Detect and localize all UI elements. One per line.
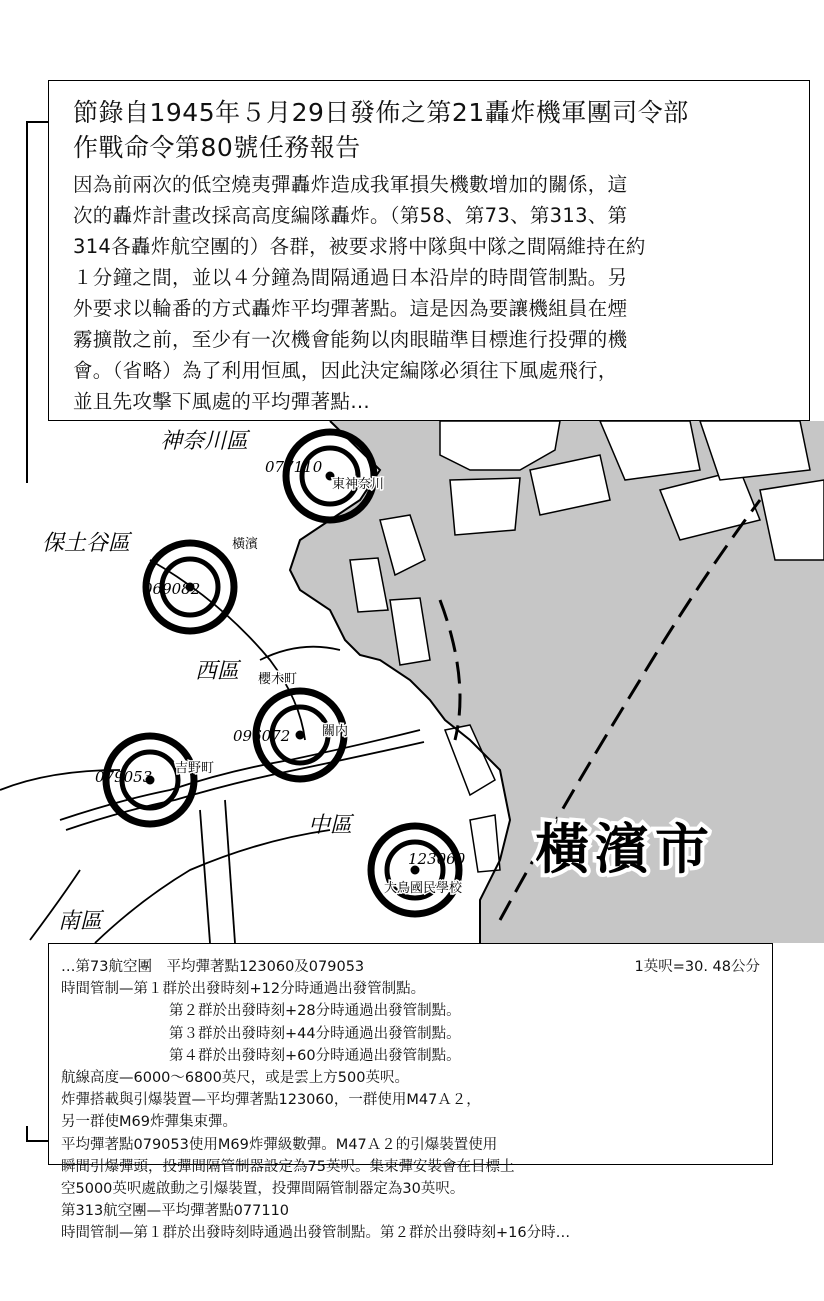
orders-line: 時間管制—第１群於出發時刻+12分時通過出發管制點。 <box>61 981 426 998</box>
target-label-096072: 096072 <box>233 727 291 745</box>
operation-orders-box <box>48 943 773 1242</box>
place-sakuragicho: 櫻木町 <box>258 672 298 687</box>
report-title-line1: 節錄自1945年５月29日發佈之第21轟炸機軍團司令部 <box>73 98 689 127</box>
place-kannai: 關内 <box>322 724 349 739</box>
place-ootori-school: 大鳥國民學校 <box>384 881 463 896</box>
report-line: 會。（省略）為了利用恒風，因此決定編隊必須往下風處飛行， <box>73 359 618 382</box>
place-higashikanagawa: 東神奈川 <box>332 477 385 492</box>
district-minami: 南區 <box>58 909 103 934</box>
target-ring-123060 <box>371 826 459 914</box>
mission-report-box <box>48 80 810 421</box>
place-yokohama: 橫濱 <box>232 537 259 552</box>
district-hodogaya: 保土谷區 <box>42 531 131 556</box>
orders-line: 瞬間引爆彈頭，投彈間隔管制器設定為75英呎。集束彈安裝會在目標上 <box>61 1158 515 1175</box>
target-label-077110: 077110 <box>265 458 323 476</box>
left-bracket-top <box>26 121 50 483</box>
report-body <box>73 169 793 417</box>
orders-line: 另一群使M69炸彈集束彈。 <box>61 1114 237 1131</box>
place-yoshinocho: 吉野町 <box>175 761 215 776</box>
orders-line: 第313航空團—平均彈著點077110 <box>61 1203 290 1220</box>
report-line: 外要求以輪番的方式轟炸平均彈著點。這是因為要讓機組員在煙 <box>73 297 628 320</box>
orders-line: …第73航空團 平均彈著點123060及079053 1英呎=30. 48公分 <box>61 956 760 978</box>
target-label-079053: 079053 <box>95 768 153 786</box>
orders-line: 時間管制—第１群於出發時刻時通過出發管制點。第２群於出發時刻+16分時… <box>61 1225 571 1242</box>
report-title-line2: 作戰命令第80號任務報告 <box>73 133 361 162</box>
left-bracket-bottom <box>26 1126 50 1142</box>
unit-conversion-note: 1英呎=30. 48公分 <box>634 959 760 975</box>
district-kanagawa: 神奈川區 <box>160 429 249 454</box>
district-naka: 中區 <box>308 813 353 838</box>
district-nishi: 西區 <box>195 659 240 684</box>
orders-line: 第４群於出發時刻+60分時通過出發管制點。 <box>169 1047 461 1064</box>
target-label-069082: 069082 <box>143 580 201 598</box>
orders-line: 第２群於出發時刻+28分時通過出發管制點。 <box>169 1003 461 1020</box>
report-line: 次的轟炸計畫改採高高度編隊轟炸。（第58、第73、第313、第 <box>73 204 628 227</box>
report-line: 314各轟炸航空團的）各群，被要求將中隊與中隊之間隔維持在約 <box>73 235 646 258</box>
orders-line: 空5000英呎處啟動之引爆裝置，投彈間隔管制器定為30英呎。 <box>61 1181 465 1198</box>
report-line: 並且先攻擊下風處的平均彈著點… <box>73 390 371 413</box>
target-label-123060: 123060 <box>408 850 466 868</box>
report-line: １分鐘之間，並以４分鐘為間隔通過日本沿岸的時間管制點。另 <box>73 266 628 289</box>
city-label: 橫濱市 <box>535 817 715 881</box>
orders-line: 航線高度—6000～6800英尺，或是雲上方500英呎。 <box>61 1070 409 1087</box>
orders-line: 炸彈搭載與引爆裝置—平均彈著點123060，一群使用M47Ａ２， <box>61 1092 481 1109</box>
orders-line: 第３群於出發時刻+44分時通過出發管制點。 <box>169 1025 461 1042</box>
report-line: 霧擴散之前，至少有一次機會能夠以肉眼瞄準目標進行投彈的機 <box>73 328 628 351</box>
report-line: 因為前兩次的低空燒夷彈轟炸造成我軍損失機數增加的關係，這 <box>73 173 628 196</box>
target-ring-077110 <box>286 432 374 520</box>
orders-line: 平均彈著點079053使用M69炸彈級數彈。M47Ａ２的引爆裝置使用 <box>61 1136 498 1153</box>
